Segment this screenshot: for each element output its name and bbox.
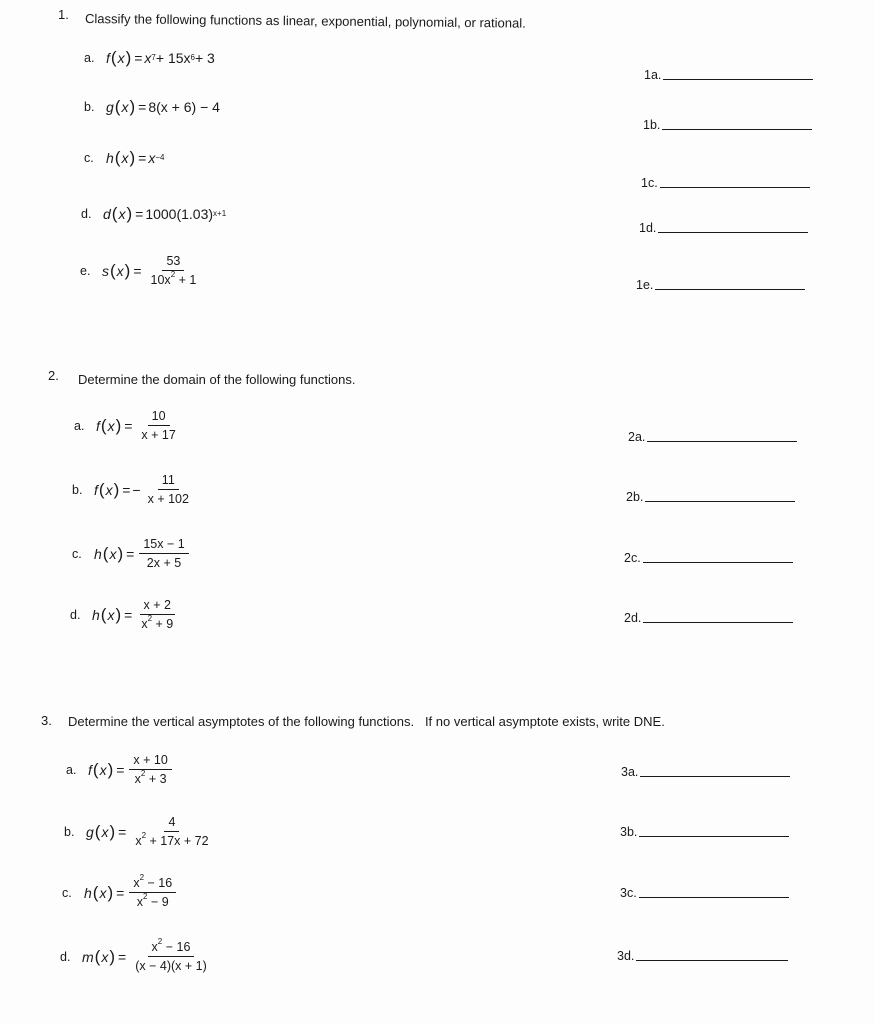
answer-3d: 3d.: [617, 949, 788, 963]
part-label: d.: [70, 607, 81, 622]
answer-3c-blank[interactable]: [639, 897, 789, 898]
answer-3a: 3a.: [621, 765, 790, 779]
part-label: a.: [74, 418, 85, 433]
part-label: b.: [72, 482, 83, 497]
answer-2a: 2a.: [628, 430, 797, 444]
q2c-fraction: $\frac{15x - 1}{2x + 5}$: [139, 537, 188, 571]
answer-3c: 3c.: [620, 886, 789, 900]
answer-1a: 1a.: [644, 68, 813, 82]
part-label: c.: [84, 151, 94, 165]
q3c-equation: h ( x ) = $\frac{x^2 - 16}{x^2 - 9}$: [84, 876, 176, 910]
answer-2b: 2b.: [626, 490, 795, 504]
part-label: c.: [62, 885, 72, 900]
q2b-fraction: $\frac{11}{x + 102}$: [147, 473, 189, 507]
answer-1e-blank[interactable]: [655, 289, 805, 290]
q1b-equation: g ( x ) = 8(x + 6) − 4: [106, 97, 220, 116]
q1-part-e: [80, 254, 200, 288]
question-2-number: 2.: [48, 368, 59, 383]
q1-part-a: [84, 48, 215, 68]
q3a-equation: f ( x ) = $\frac{x + 10}{x^2 + 3}$: [88, 753, 172, 787]
answer-2a-blank[interactable]: [647, 441, 797, 442]
answer-1d-blank[interactable]: [658, 232, 808, 233]
answer-3b-blank[interactable]: [639, 836, 789, 837]
q3b-equation: g ( x ) = $\frac{4}{x^2 + 17x + 72}$: [86, 815, 213, 849]
answer-3d-blank[interactable]: [636, 960, 788, 961]
q3b-fraction: $\frac{4}{x^2 + 17x + 72}$: [135, 815, 209, 849]
part-label: d.: [81, 207, 92, 221]
part-label: c.: [72, 546, 82, 561]
answer-2d: 2d.: [624, 611, 793, 625]
q1a-equation: f ( x ) = x 7 + 15x 6 + 3: [106, 48, 215, 67]
answer-2d-blank[interactable]: [643, 622, 793, 623]
q1c-equation: h ( x ) = x −4: [106, 148, 165, 167]
answer-1c: 1c.: [641, 176, 810, 190]
part-label: a.: [66, 762, 77, 777]
q1e-fraction: $\frac{53}{10x^2 + 1}$: [150, 254, 197, 288]
answer-1c-blank[interactable]: [660, 187, 810, 188]
answer-3b: 3b.: [620, 825, 789, 839]
answer-2c: 2c.: [624, 551, 793, 565]
q3-part-d: [60, 937, 211, 974]
q1-part-b: [84, 97, 220, 117]
question-1-prompt: Classify the following functions as linear, exponential, polynomial, or rational.: [84, 11, 526, 31]
q2a-equation: f ( x ) = $\frac{10}{x + 17}$: [96, 409, 180, 443]
answer-1e: 1e.: [636, 278, 805, 292]
q3d-equation: m ( x ) = $\frac{x^2 - 16}{(x - 4)(x + 1)}$: [82, 940, 211, 974]
q2d-equation: h ( x ) = $\frac{x + 2}{x^2 + 9}$: [92, 598, 177, 632]
answer-2b-blank[interactable]: [645, 501, 795, 502]
part-label: b.: [84, 100, 95, 114]
q3-part-a: [66, 753, 172, 787]
q3-part-b: [64, 815, 213, 849]
q1-part-c: [84, 148, 164, 168]
q2d-fraction: $\frac{x + 2}{x^2 + 9}$: [141, 598, 174, 632]
q2a-fraction: $\frac{10}{x + 17}$: [141, 409, 176, 443]
question-1-number: 1.: [58, 7, 69, 22]
part-label: d.: [60, 949, 71, 964]
q2-part-b: [72, 473, 193, 507]
part-label: e.: [80, 263, 91, 278]
q3d-fraction: $\frac{x^2 - 16}{(x - 4)(x + 1)}$: [135, 937, 207, 974]
q1e-equation: s ( x ) = $\frac{53}{10x^2 + 1}$: [102, 254, 200, 288]
answer-3a-blank[interactable]: [640, 776, 790, 777]
question-3-number: 3.: [41, 713, 52, 728]
q2b-equation: f ( x ) = − $\frac{11}{x + 102}$: [94, 473, 193, 507]
part-label: b.: [64, 824, 75, 839]
answer-2c-blank[interactable]: [643, 562, 793, 563]
q2-part-a: [74, 409, 180, 443]
question-2-prompt: Determine the domain of the following functions.: [78, 372, 356, 387]
part-label: a.: [84, 51, 95, 65]
q3-part-c: [62, 873, 176, 910]
q2-part-c: [72, 537, 189, 571]
answer-1d: 1d.: [639, 221, 808, 235]
q3c-fraction: $\frac{x^2 - 16}{x^2 - 9}$: [129, 876, 176, 910]
answer-1b-blank[interactable]: [662, 129, 812, 130]
q3a-fraction: $\frac{x + 10}{x^2 + 3}$: [129, 753, 171, 787]
q1d-equation: d ( x ) = 1000(1.03) x+1: [103, 204, 227, 223]
answer-1a-blank[interactable]: [663, 79, 813, 80]
q2c-equation: h ( x ) = $\frac{15x - 1}{2x + 5}$: [94, 537, 189, 571]
q1-part-d: [81, 204, 226, 224]
question-3-prompt: Determine the vertical asymptotes of the following functions. If no vertical asymptote exists, write DNE.: [68, 714, 665, 729]
answer-1b: 1b.: [643, 118, 812, 132]
q2-part-d: [70, 598, 177, 632]
